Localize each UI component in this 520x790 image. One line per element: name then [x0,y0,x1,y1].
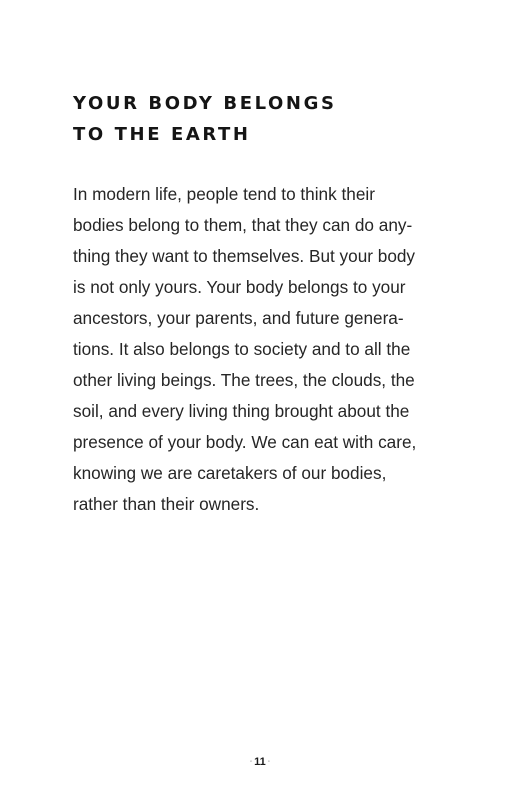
body-line: is not only yours. Your body belongs to your [73,277,406,297]
body-line: presence of your body. We can eat with care, [73,432,417,452]
body-line: rather than their owners. [73,494,260,514]
body-line: In modern life, people tend to think their [73,184,375,204]
body-line: other living beings. The trees, the clouds, the [73,370,415,390]
body-paragraph [73,179,453,520]
chapter-heading [73,88,473,150]
ornament-right-icon: ◦ [267,759,270,765]
heading-line: YOUR BODY BELONGS [73,93,337,114]
body-line: bodies belong to them, that they can do any- [73,215,413,235]
heading-line: TO THE EARTH [73,124,251,145]
body-line: tions. It also belongs to society and to all the [73,339,411,359]
page-number-footer [240,753,280,771]
body-line: thing they want to themselves. But your body [73,246,416,266]
body-line: knowing we are caretakers of our bodies, [73,463,387,483]
body-line: soil, and every living thing brought about the [73,401,410,421]
body-line: ancestors, your parents, and future genera- [73,308,404,328]
ornament-left-icon: ◦ [250,759,253,765]
page-number: 11 [254,756,266,768]
